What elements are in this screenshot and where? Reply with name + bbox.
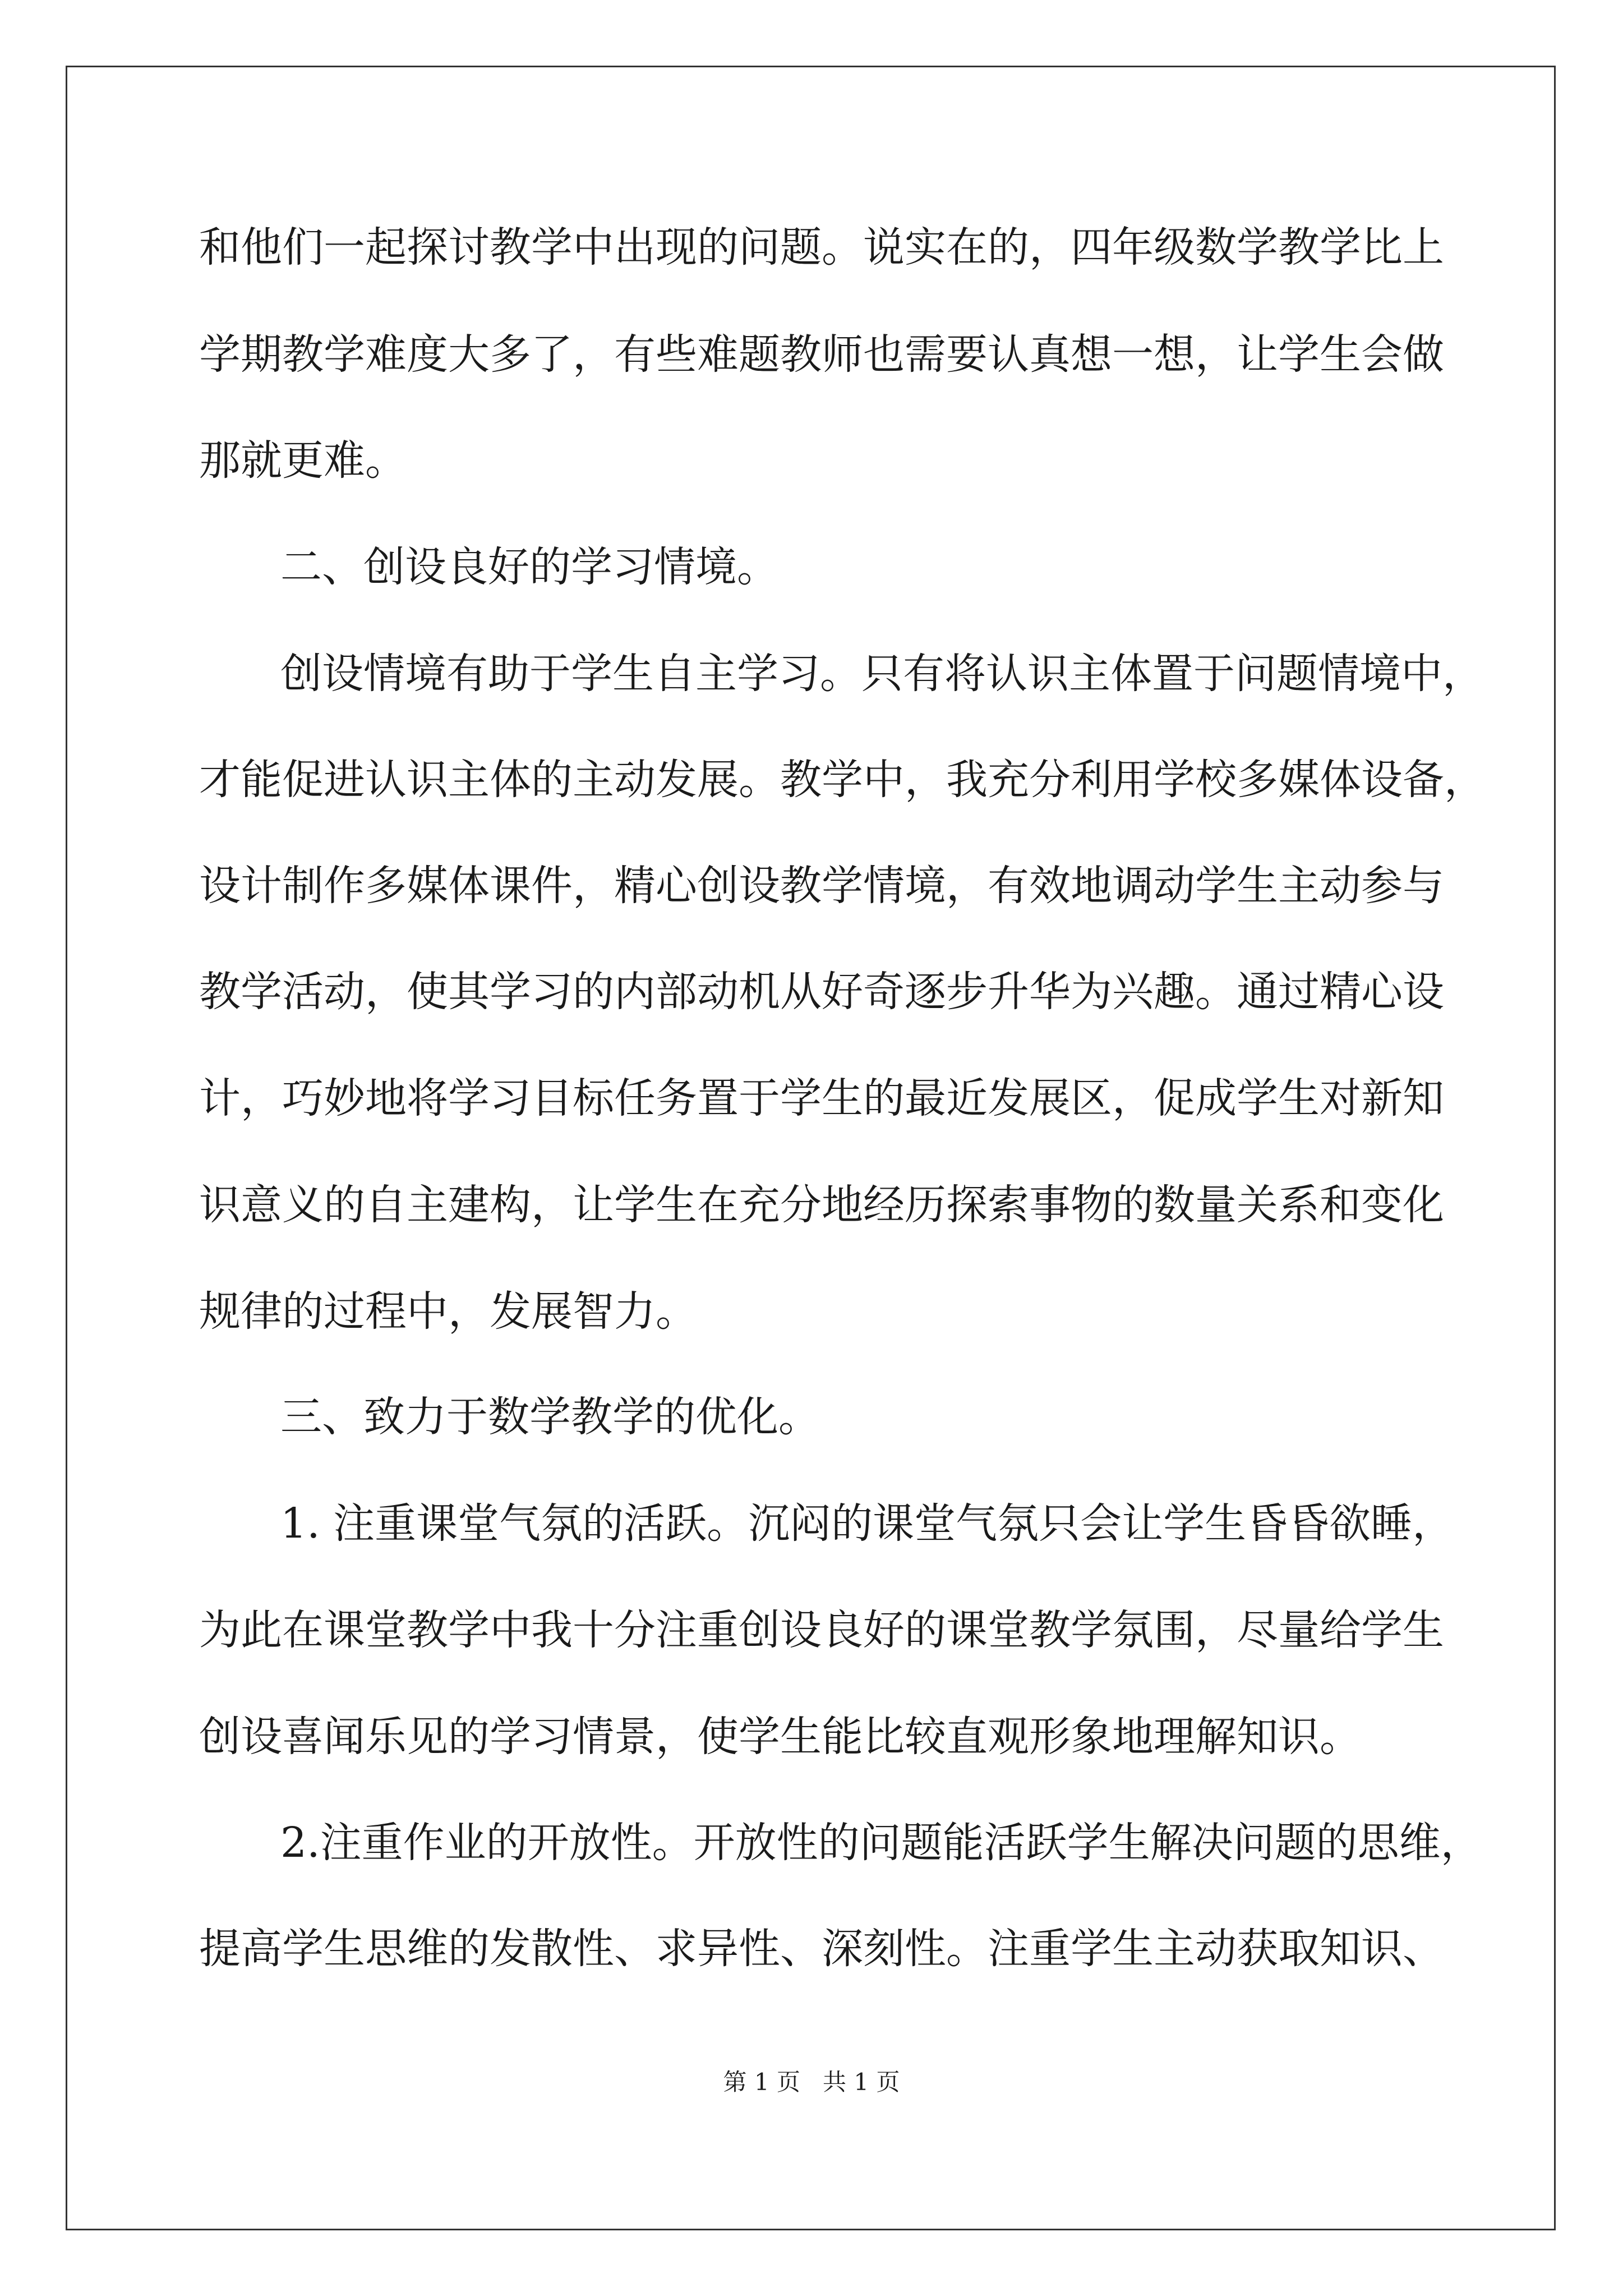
text-line-5: 创设情境有助于学生自主学习。只有将认识主体置于问题情境中， xyxy=(280,650,1484,698)
text-line-14: 为此在课堂教学中我十分注重创设良好的课堂教学氛围，尽量给学生 xyxy=(199,1606,1444,1654)
text-line-16: 2.注重作业的开放性。开放性的问题能活跃学生解决问题的思维， xyxy=(280,1819,1482,1867)
text-line-10: 识意义的自主建构，让学生在充分地经历探索事物的数量关系和变化 xyxy=(199,1181,1444,1229)
text-line-1: 和他们一起探讨教学中出现的问题。说实在的，四年级数学教学比上 xyxy=(199,223,1444,272)
section-heading-3: 三、致力于数学教学的优化。 xyxy=(280,1393,820,1441)
text-line-9: 计，巧妙地将学习目标任务置于学生的最近发展区，促成学生对新知 xyxy=(199,1074,1444,1122)
text-line-17: 提高学生思维的发散性、求异性、深刻性。注重学生主动获取知识、 xyxy=(199,1925,1444,1973)
text-line-6: 才能促进认识主体的主动发展。教学中，我充分利用学校多媒体设备， xyxy=(199,756,1486,804)
text-line-11: 规律的过程中，发展智力。 xyxy=(199,1287,697,1336)
text-line-13: 1. 注重课堂气氛的活跃。沉闷的课堂气氛只会让学生昏昏欲睡， xyxy=(280,1499,1454,1548)
text-line-2: 学期教学难度大多了，有些难题教师也需要认真想一想，让学生会做 xyxy=(199,330,1444,379)
text-line-7: 设计制作多媒体课件，精心创设教学情境，有效地调动学生主动参与 xyxy=(199,862,1444,910)
section-heading-2: 二、创设良好的学习情境。 xyxy=(280,543,778,591)
text-line-3: 那就更难。 xyxy=(199,436,407,485)
page-footer: 第 1 页 共 1 页 xyxy=(723,2068,900,2096)
text-line-8: 教学活动，使其学习的内部动机从好奇逐步升华为兴趣。通过精心设 xyxy=(199,968,1444,1016)
text-line-15: 创设喜闻乐见的学习情景，使学生能比较直观形象地理解知识。 xyxy=(199,1713,1361,1761)
page-frame xyxy=(66,66,1556,2230)
